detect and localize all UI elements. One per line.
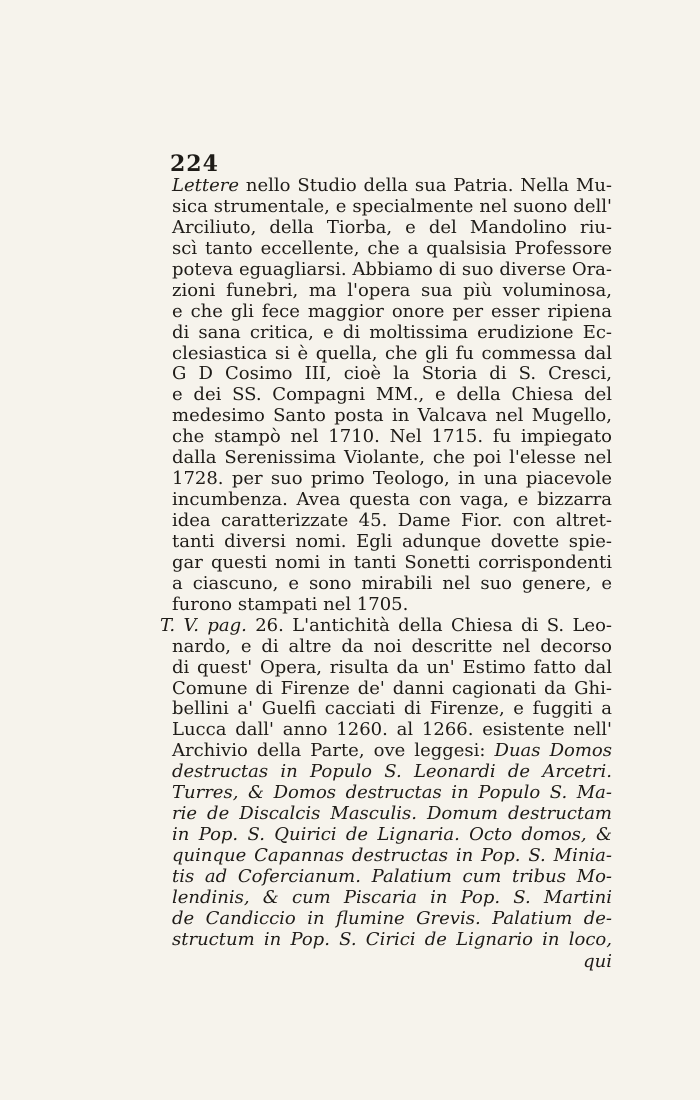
text-segment: che stampò nel 1710. Nel 1715. fu impiegato — [172, 426, 612, 448]
text-line — [172, 762, 612, 783]
text-segment: scì tanto eccellente, che a qualsisia Professore — [172, 237, 612, 259]
italic-segment: Duas Domos — [494, 740, 612, 762]
text-line — [172, 323, 612, 344]
text-line — [172, 553, 612, 574]
text-line — [172, 699, 612, 720]
catchword: qui — [583, 950, 612, 972]
text-segment: clesiastica si è quella, che gli fu commessa dal — [172, 342, 612, 364]
text-line — [172, 364, 612, 385]
italic-segment: in Pop. S. Quirici de Lignaria. Octo domos, & — [172, 824, 612, 846]
italic-segment: de Candiccio in flumine Grevis. Palatium de- — [172, 907, 612, 929]
text-segment: nello Studio della sua Patria. Nella Mu- — [238, 175, 612, 196]
text-line — [172, 344, 612, 365]
text-line — [172, 176, 612, 197]
text-segment: dalla Serenissima Violante, che poi l'elesse nel — [172, 447, 612, 469]
text-line — [172, 741, 612, 762]
text-segment: Archivio della Parte, ove leggesi: — [172, 740, 495, 762]
text-segment: G D Cosimo III, cioè la Storia di S. Cresci, — [172, 363, 612, 385]
text-line — [172, 406, 612, 427]
text-segment: nardo, e di altre da noi descritte nel decorso — [172, 635, 612, 657]
text-line — [172, 532, 612, 553]
text-line — [172, 281, 612, 302]
body-text — [160, 175, 612, 972]
text-line — [172, 260, 612, 281]
text-line — [172, 720, 612, 741]
text-line — [172, 595, 612, 616]
paragraph-1 — [172, 176, 612, 616]
text-segment: Arciliuto, della Tiorba, e del Mandolino riu- — [172, 216, 612, 238]
italic-segment: rie de Discalcis Masculis. Domum destructam — [172, 803, 612, 825]
text-segment: e che gli fece maggior onore per esser ripiena — [172, 300, 612, 322]
text-line — [172, 385, 612, 406]
text-segment: idea caratterizzate 45. Dame Fior. con altret- — [172, 510, 612, 531]
text-segment: 1728. per suo primo Teologo, in una piacevole — [172, 468, 612, 490]
text-line — [172, 909, 612, 930]
text-segment: tanti diversi nomi. Egli adunque dovette spie- — [172, 530, 612, 552]
text-line — [172, 846, 612, 867]
italic-segment: quinque Capannas destructas in Pop. S. Minia- — [172, 845, 612, 866]
text-segment: furono stampati nel 1705. — [172, 593, 409, 615]
text-segment: medesimo Santo posta in Valcava nel Mugello, — [172, 405, 612, 427]
text-segment: di quest' Opera, risulta da un' Estimo fatto dal — [172, 656, 612, 678]
italic-segment: destructas in Populo S. Leonardi de Arcetri. — [172, 761, 612, 783]
text-segment: bellini a' Guelfi cacciati di Firenze, e fuggiti a — [172, 698, 612, 720]
italic-segment: T. V. pag. — [160, 614, 247, 636]
text-line — [172, 427, 612, 448]
text-line — [172, 825, 612, 846]
text-line — [172, 218, 612, 239]
text-segment: zioni funebri, ma l'opera sua più voluminosa, — [172, 279, 612, 301]
paragraph-2 — [160, 614, 612, 951]
italic-segment: Lettere — [172, 175, 239, 196]
text-line — [172, 302, 612, 323]
italic-segment: tis ad Cofercianum. Palatium cum tribus Mo- — [172, 865, 612, 887]
italic-segment: lendinis, & cum Piscaria in Pop. S. Martini — [172, 886, 612, 908]
text-line — [172, 888, 612, 909]
text-line — [172, 239, 612, 260]
text-line — [172, 679, 612, 700]
text-line — [172, 511, 612, 532]
text-line — [172, 197, 612, 218]
text-line — [172, 469, 612, 490]
page-number: 224 — [170, 151, 219, 177]
text-segment: sica strumentale, e specialmente nel suono dell' — [172, 195, 612, 217]
text-segment: a ciascuno, e sono mirabili nel suo genere, e — [172, 572, 612, 594]
text-line — [172, 490, 612, 511]
text-line — [172, 637, 612, 658]
text-line — [172, 448, 612, 469]
italic-segment: structum in Pop. S. Cirici de Lignario in loco, — [172, 928, 612, 950]
text-line — [160, 616, 612, 637]
text-segment: incumbenza. Avea questa con vaga, e bizzarra — [172, 489, 612, 511]
text-segment: Lucca dall' anno 1260. al 1266. esistente nell' — [172, 719, 612, 741]
text-line — [172, 574, 612, 595]
text-line — [172, 783, 612, 804]
italic-segment: Turres, & Domos destructas in Populo S. Ma- — [172, 782, 612, 804]
text-segment: Comune di Firenze de' danni cagionati da Ghi- — [172, 677, 612, 699]
text-line — [172, 658, 612, 679]
text-line — [172, 930, 612, 951]
text-segment: poteva eguagliarsi. Abbiamo di suo diverse Ora- — [172, 258, 612, 280]
text-segment: gar questi nomi in tanti Sonetti corrispondenti — [172, 551, 612, 573]
text-segment: 26. L'antichità della Chiesa di S. Leo- — [246, 614, 612, 636]
text-line — [172, 867, 612, 888]
text-segment: di sana critica, e di moltissima erudizione Ec- — [172, 321, 612, 343]
text-segment: e dei SS. Compagni MM., e della Chiesa del — [172, 384, 612, 406]
text-line — [172, 804, 612, 825]
